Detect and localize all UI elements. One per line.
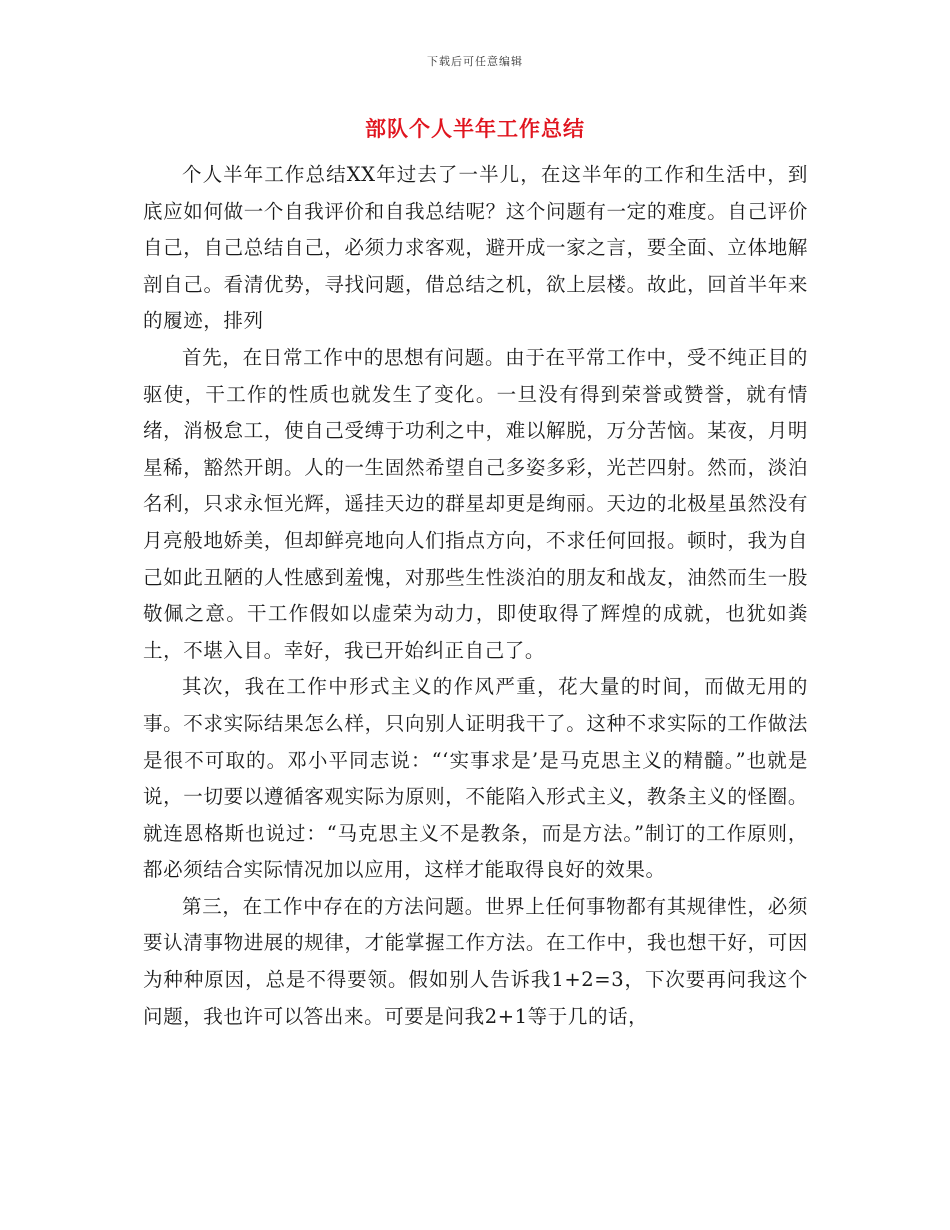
paragraph-third: 第三，在工作中存在的方法问题。世界上任何事物都有其规律性，必须要认清事物进展的规律，才能掌握工作方法。在工作中，我也想干好，可因为种种原因，总是不得要领。假如别人告诉我1+2=3，下次要再问我这个问题，我也许可以答出来。可要是问我2+1等于几的话， [143, 894, 808, 1028]
page-title: 部队个人半年工作总结 [365, 116, 585, 141]
paragraph-intro: 个人半年工作总结XX年过去了一半儿，在这半年的工作和生活中，到底应如何做一个自我评价和自我总结呢？这个问题有一定的难度。自己评价自己，自己总结自己，必须力求客观，避开成一家之言，要全面、立体地解剖自己。看清优势，寻找问题，借总结之机，欲上层楼。故此，回首半年来的履迹，排列 [143, 163, 808, 333]
paragraph-first: 首先，在日常工作中的思想有问题。由于在平常工作中，受不纯正目的驱使，干工作的性质也就发生了变化。一旦没有得到荣誉或赞誉，就有情绪，消极怠工，使自己受缚于功利之中，难以解脱，万分苦恼。某夜，月明星稀，豁然开朗。人的一生固然希望自己多姿多彩，光芒四射。然而，淡泊名利，只求永恒光辉，遥挂天边的群星却更是绚丽。天边的北极星虽然没有月亮般地娇美，但却鲜亮地向人们指点方向，不求任何回报。顿时，我为自己如此丑陋的人性感到羞愧，对那些生性淡泊的朋友和战友，油然而生一股敬佩之意。干工作假如以虚荣为动力，即使取得了辉煌的成就，也犹如粪土，不堪入目。幸好，我已开始纠正自己了。 [143, 345, 808, 662]
document-body [143, 157, 808, 1035]
header-note: 下载后可任意编辑 [427, 55, 523, 68]
paragraph-second: 其次，我在工作中形式主义的作风严重，花大量的时间，而做无用的事。不求实际结果怎么样，只向别人证明我干了。这种不求实际的工作做法是很不可取的。邓小平同志说：“‘实事求是’是马克思主义的精髓。”也就是说，一切要以遵循客观实际为原则，不能陷入形式主义，教条主义的怪圈。就连恩格斯也说过：“马克思主义不是教条，而是方法。”制订的工作原则，都必须结合实际情况加以应用，这样才能取得良好的效果。 [143, 675, 808, 882]
